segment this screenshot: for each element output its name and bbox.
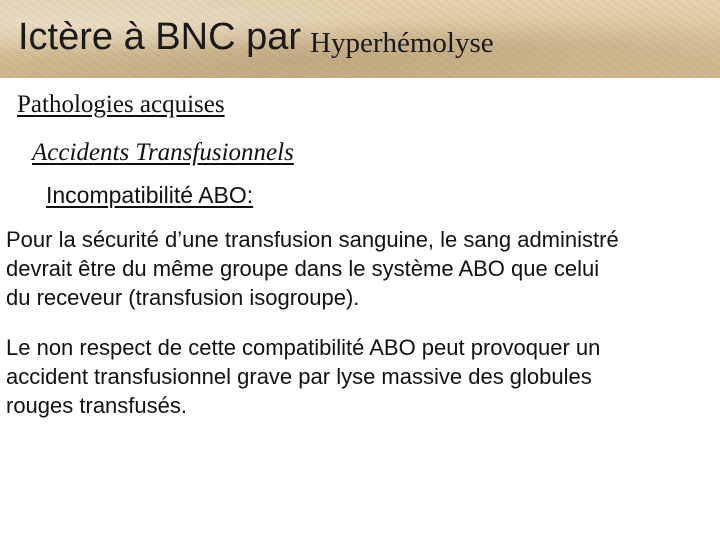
paragraph-abo-incompatibility-risk: [6, 333, 718, 420]
paragraph-line: accident transfusionnel grave par lyse massive des globules: [6, 364, 592, 389]
paragraph-line: Le non respect de cette compatibilité ABO peut provoquer un: [6, 335, 601, 360]
slide-title-subject: Hyperhémolyse: [310, 27, 494, 59]
subsection-heading: Accidents Transfusionnels: [32, 139, 294, 166]
topic-heading: Incompatibilité ABO:: [46, 182, 254, 208]
slide-title: Ictère à BNC par: [18, 16, 301, 58]
paragraph-line: du receveur (transfusion isogroupe).: [6, 285, 360, 310]
paragraph-line: devrait être du même groupe dans le système ABO que celui: [6, 256, 600, 281]
paragraph-abo-compatibility: [6, 225, 718, 312]
paragraph-line: rouges transfusés.: [6, 393, 187, 418]
title-banner: [0, 0, 720, 78]
section-heading: Pathologies acquises: [17, 91, 225, 118]
paragraph-line: Pour la sécurité d’une transfusion sanguine, le sang administré: [6, 227, 619, 252]
